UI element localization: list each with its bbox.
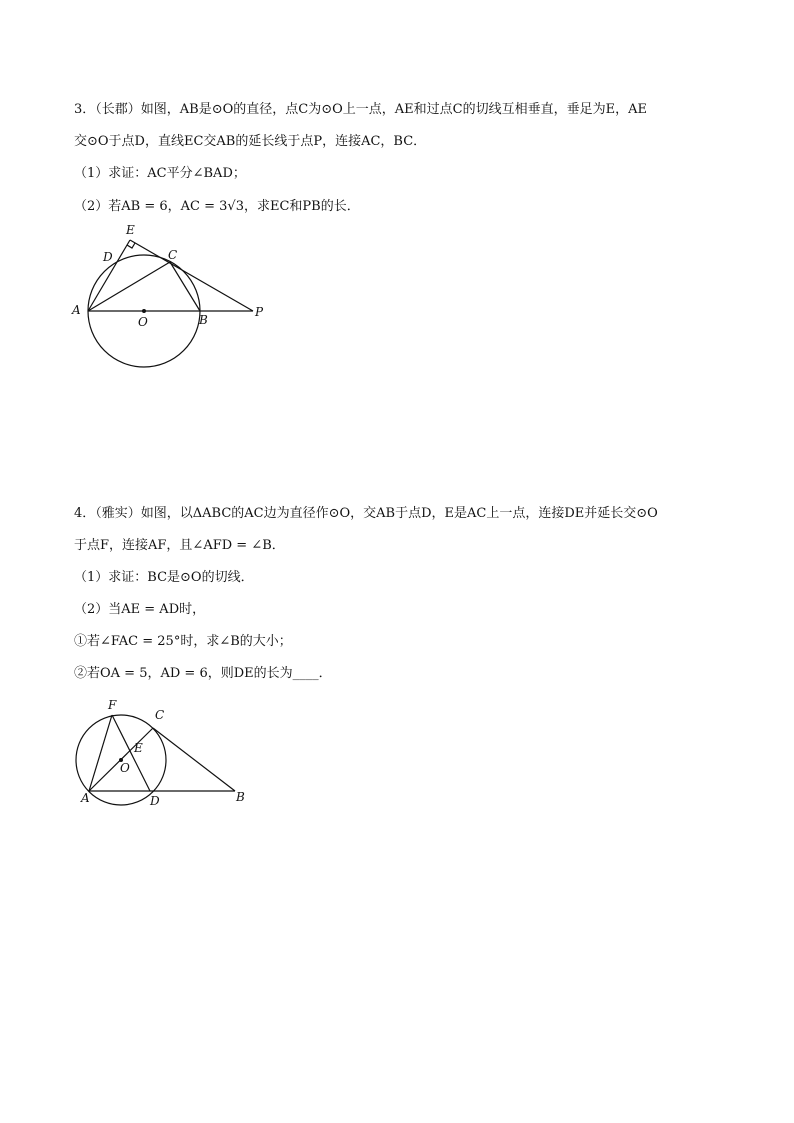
label-d: D bbox=[150, 794, 160, 808]
label-e: E bbox=[126, 223, 135, 237]
problem4-figure bbox=[0, 690, 794, 820]
problem4-part2: （2）当AE = AD时， bbox=[74, 602, 206, 617]
label-c: C bbox=[155, 708, 165, 722]
problem3-line2: 交⊙O于点D，直线EC交AB的延长线于点P，连接AC，BC． bbox=[74, 134, 427, 149]
center-point bbox=[142, 309, 146, 313]
problem4-line1: 4．（雅实）如图，以ΔABC的AC边为直径作⊙O，交AB于点D，E是AC上一点，连接DE并延长交⊙O bbox=[74, 506, 658, 521]
line-bc bbox=[170, 262, 200, 311]
problem4-part2-q2: ②若OA = 5，AD = 6，则DE的长为____． bbox=[74, 666, 332, 681]
problem3-part2: （2）若AB = 6，AC = 3√3，求EC和PB的长． bbox=[74, 199, 360, 214]
label-o: O bbox=[120, 761, 130, 775]
label-d: D bbox=[103, 250, 113, 264]
line-ac bbox=[88, 262, 170, 311]
label-o: O bbox=[138, 315, 148, 329]
problem3-figure bbox=[0, 0, 794, 400]
label-c: C bbox=[168, 248, 178, 262]
problem4-part2-q1: ①若∠FAC = 25°时，求∠B的大小； bbox=[74, 634, 292, 649]
label-f: F bbox=[108, 698, 117, 712]
label-a: A bbox=[81, 791, 90, 805]
problem4-part1: （1）求证：BC是⊙O的切线． bbox=[74, 570, 254, 585]
label-e: E bbox=[134, 741, 143, 755]
line-cb bbox=[153, 728, 235, 791]
problem3-line1: 3．（长郡）如图，AB是⊙O的直径，点C为⊙O上一点，AE和过点C的切线互相垂直，垂足为E，AE bbox=[74, 102, 647, 117]
label-b: B bbox=[236, 790, 245, 804]
problem3-part1: （1）求证：AC平分∠BAD； bbox=[74, 166, 246, 181]
label-a: A bbox=[72, 303, 81, 317]
problem4-line2: 于点F，连接AF，且∠AFD = ∠B． bbox=[74, 538, 285, 553]
label-p: P bbox=[255, 305, 264, 319]
label-b: B bbox=[199, 313, 208, 327]
line-fd bbox=[112, 715, 150, 791]
